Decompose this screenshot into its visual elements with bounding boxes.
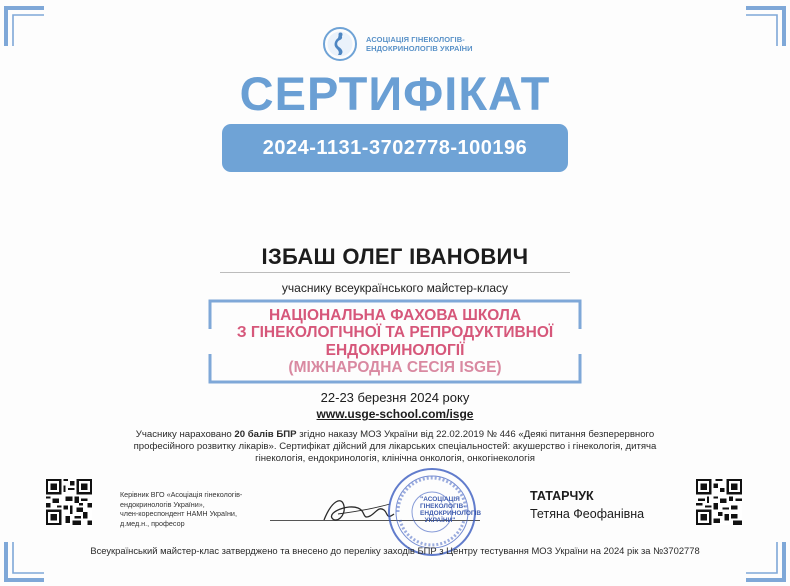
note-line3: гінекологія, ендокринологія, клінічна онкологія, онкогінекологія	[255, 452, 535, 464]
qr-code-left[interactable]	[46, 479, 92, 525]
qr-code-icon	[46, 479, 92, 525]
seal-text-line3: ЕНДОКРИНОЛОГІВ	[420, 510, 482, 518]
school-title-line1: НАЦІОНАЛЬНА ФАХОВА ШКОЛА	[268, 306, 522, 324]
school-session: (МІЖНАРОДНА СЕСІЯ ISGE)	[288, 359, 502, 376]
cpd-points-note	[70, 429, 720, 465]
certificate-number-badge	[222, 124, 568, 172]
note-line1-rest: згідно наказу МОЗ України від 22.02.2019 № 446 «Деякі питання безперервного	[296, 429, 655, 440]
association-logo	[322, 26, 476, 62]
note-line2: професійного розвитку лікарів». Сертифікат дійсний для лікарських спеціальностей: акушерство і гінекологія, дитяча	[133, 440, 657, 452]
note-prefix: Учаснику нараховано	[135, 429, 235, 440]
association-name	[366, 35, 476, 54]
footer-approval-note: Всеукраїнський майстер-клас затверджено та внесено до переліку заходів БПР з Центру тестування МОЗ України на 2024 рік за №3702778	[90, 545, 700, 556]
corner-bracket-top-left-icon	[4, 6, 48, 50]
note-line1	[70, 429, 720, 441]
recipient-role: учаснику всеукраїнського майстер-класу	[281, 281, 509, 295]
seal-text-line4: УКРАЇНИ"	[424, 517, 456, 525]
event-dates: 22-23 березня 2024 року	[320, 390, 470, 405]
signer-surname: ТАТАРЧУК	[530, 489, 594, 503]
note-points: 20 балів БПР	[234, 429, 297, 440]
name-underline	[220, 272, 570, 273]
event-website-link[interactable]: www.usge-school.com/isge	[316, 407, 474, 421]
school-title	[208, 299, 582, 384]
seal-text-line1: "АСОЦІАЦІЯ	[420, 496, 460, 503]
association-name-line1: АСОЦІАЦІЯ ГІНЕКОЛОГІВ-	[366, 34, 465, 44]
association-emblem-icon	[322, 26, 358, 62]
head-info-line4: д.мед.н., професор	[120, 519, 185, 529]
school-title-line2: З ГІНЕКОЛОГІЧНОЇ ТА РЕПРОДУКТИВНОЇ ЕНДОКРИНОЛОГІЇ	[236, 324, 554, 359]
seal-text-line2: ГІНЕКОЛОГІВ-	[420, 503, 466, 511]
association-name-line2: ЕНДОКРИНОЛОГІВ УКРАЇНИ	[366, 44, 473, 53]
certificate-title: СЕРТИФІКАТ	[239, 67, 551, 120]
recipient-name: ІЗБАШ ОЛЕГ ІВАНОВИЧ	[261, 244, 529, 269]
head-info-line3: член-кореспондент НАМН України,	[120, 509, 237, 519]
signer-full-name: Тетяна Феофанівна	[530, 507, 645, 521]
head-info-line1: Керівник ВГО «Асоціація гінекологів-	[120, 490, 243, 499]
qr-code-icon	[696, 479, 742, 525]
head-info-line2: ендокринологів України»,	[120, 499, 205, 509]
head-of-association-info	[120, 490, 270, 529]
seal-text	[420, 496, 482, 525]
corner-bracket-top-right-icon	[742, 6, 786, 50]
certificate-number: 2024-1131-3702778-100196	[262, 136, 528, 159]
school-title-frame	[208, 299, 582, 384]
qr-code-right[interactable]	[696, 479, 742, 525]
